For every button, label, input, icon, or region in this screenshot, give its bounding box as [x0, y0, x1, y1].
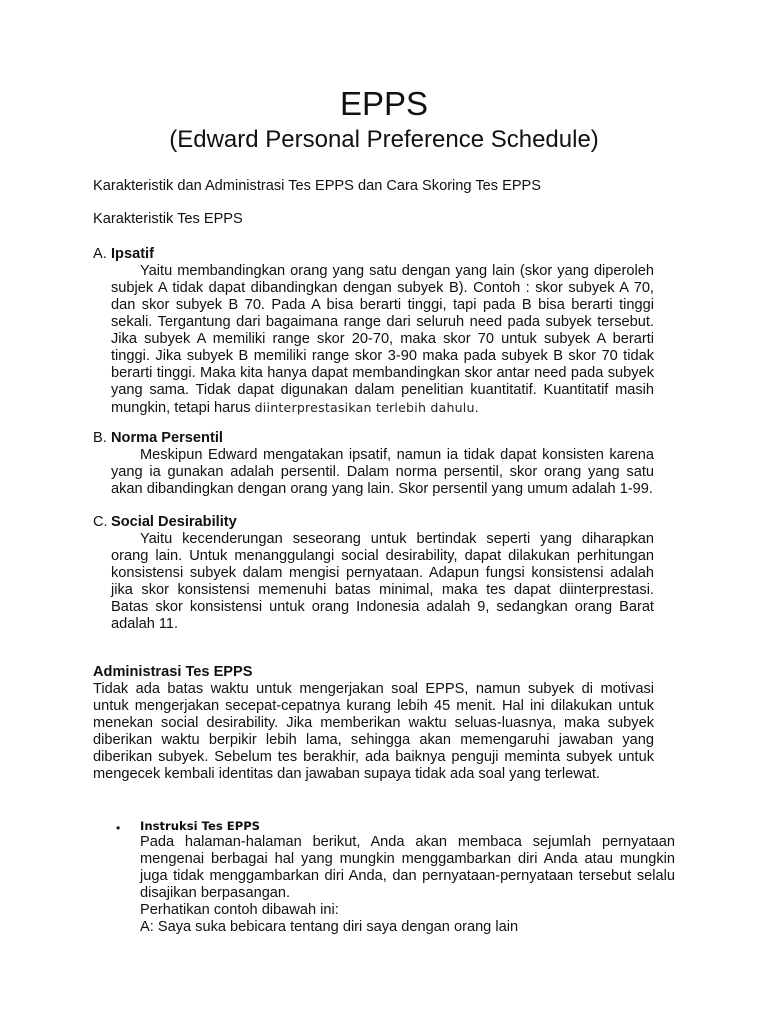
item-b-text: Meskipun Edward mengatakan ipsatif, namun ia tidak dapat konsisten karena yang ia gunakan adalah persentil. Dalam norma persentil, skor orang yang satu akan dibandingkan dengan orang yang lain. Skor persentil yang umum adalah 1-99.: [111, 447, 654, 497]
administrasi-heading: Administrasi Tes EPPS: [93, 664, 253, 680]
item-c-text: Yaitu kecenderungan seseorang untuk bertindak seperti yang diharapkan orang lain. Untuk menanggulangi social desirability, dapat dilakukan perhitungan konsistensi subyek dalam mengisi pernyataan. Adapun fungsi konsistensi adalah jika skor konsistensi memenuhi batas minimal, maka tes dapat diinterprestasi. Batas skor konsistensi untuk orang Indonesia adalah 9, sedangkan orang Barat adalah 11.: [111, 531, 654, 632]
item-a-letter: A.: [93, 246, 107, 262]
item-b-letter: B.: [93, 430, 107, 446]
item-a-text: [111, 263, 654, 417]
item-c-letter: C.: [93, 514, 108, 530]
item-c-heading: [93, 514, 237, 531]
item-b-term: Norma Persentil: [111, 430, 223, 446]
item-a-body: Yaitu membandingkan orang yang satu dengan yang lain (skor yang diperoleh subjek A tidak dapat dibandingkan dengan subyek B). Contoh : skor subyek A 70, dan skor subyek B 70. Pada A bisa berarti tinggi, tapi pada B bisa berarti tinggi sekali. Tergantung dari bagaimana range dari seluruh need pada subyek tersebut. Jika subyek A memiliki range skor 20-70, maka skor 70 untuk subyek A berarti tinggi. Jika subyek B memiliki range skor 3-90 maka pada subyek B skor 70 tidak berarti tinggi. Maka kita hanya dapat membandingkan skor antar need pada subyek yang sama. Tidak dapat digunakan dalam penelitian kuantitatif. Kuantitatif masih mungkin, tetapi harus: [111, 263, 654, 416]
bullet-icon: •: [116, 821, 121, 835]
item-a-term: Ipsatif: [111, 246, 154, 262]
instruksi-heading: Instruksi Tes EPPS: [140, 819, 261, 833]
instruksi-text: Pada halaman-halaman berikut, Anda akan membaca sejumlah pernyataan mengenai berbagai hal yang mungkin menggambarkan diri Anda atau mungkin juga tidak menggambarkan diri Anda, dan pernyataan-pernyataan tersebut selalu disajikan berpasangan.: [140, 834, 675, 901]
item-c-term: Social Desirability: [111, 514, 237, 530]
item-b-heading: [93, 430, 223, 447]
intro-subheading: Karakteristik Tes EPPS: [93, 211, 243, 227]
administrasi-text: Tidak ada batas waktu untuk mengerjakan soal EPPS, namun subyek di motivasi untuk mengerjakan secepat-cepatnya kurang lebih 45 menit. Hal ini dilakukan untuk menekan social desirability. Jika memberikan waktu seluas-luasnya, maka subyek diberikan waktu berpikir lebih lama, sehingga akan memengaruhi jawaban yang diberikan subyek. Sebelum tes berakhir, ada baiknya penguji meminta subyek untuk mengecek kembali identitas dan jawaban supaya tidak ada soal yang terlewat.: [93, 681, 654, 782]
instruksi-line-1: Perhatikan contoh dibawah ini:: [140, 902, 339, 918]
document-title: EPPS: [339, 85, 429, 122]
item-a-tail: diinterprestasikan terlebih dahulu.: [254, 400, 479, 415]
item-a-heading: [93, 246, 154, 263]
intro-heading: Karakteristik dan Administrasi Tes EPPS dan Cara Skoring Tes EPPS: [93, 178, 542, 194]
instruksi-line-2: A: Saya suka bebicara tentang diri saya dengan orang lain: [140, 919, 519, 935]
document-subtitle: (Edward Personal Preference Schedule): [169, 126, 599, 153]
